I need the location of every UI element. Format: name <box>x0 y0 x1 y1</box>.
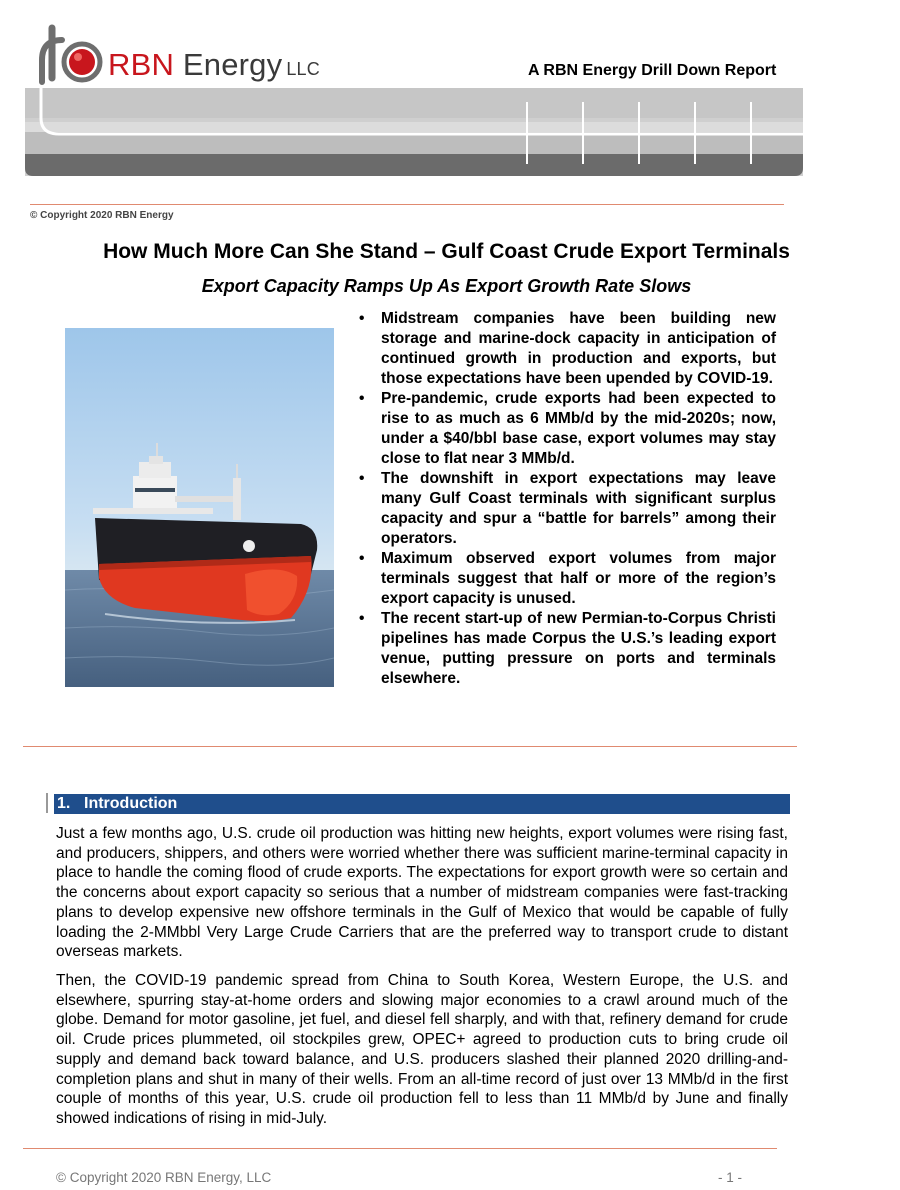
key-point: • Midstream companies have been building new storage and marine-dock capacity in anticipation of continued growth in production and exports, but those expectations have been upended by COVID-19. <box>358 309 776 389</box>
logo-brand: RBN <box>108 47 175 82</box>
footer-copyright: © Copyright 2020 RBN Energy, LLC <box>56 1170 272 1185</box>
report-label: A RBN Energy Drill Down Report <box>528 62 777 79</box>
section-number: 1. <box>57 795 71 812</box>
report-title: How Much More Can She Stand – Gulf Coast Crude Export Terminals <box>103 240 790 263</box>
key-point: • Maximum observed export volumes from major terminals suggest that half or more of the region’s export capacity is unused. <box>358 549 776 609</box>
key-points-list <box>358 309 776 689</box>
key-point: • Pre-pandemic, crude exports had been expected to rise to as much as 6 MMb/d by the mid-2020s; now, under a $40/bbl base case, export volumes may stay close to flat near 3 MMb/d. <box>358 389 776 469</box>
key-point: • The downshift in export expectations may leave many Gulf Coast terminals with significant surplus capacity and spur a “battle for barrels” among their operators. <box>358 469 776 549</box>
divider-footer <box>23 1148 777 1149</box>
section-heading-introduction <box>54 794 790 814</box>
page-number: - 1 - <box>718 1170 743 1185</box>
key-point: • The recent start-up of new Permian-to-Corpus Christi pipelines has made Corpus the U.S.’s leading export venue, putting pressure on ports and terminals elsewhere. <box>358 609 776 689</box>
rbn-logo-icon <box>38 24 104 86</box>
body-paragraph: Then, the COVID-19 pandemic spread from China to South Korea, Western Europe, the U.S. and elsewhere, spurring stay-at-home orders and slowing major economies to a crawl around much of the globe. Demand for motor gasoline, jet fuel, and diesel fell sharply, and with that, refinery demand for crude oil. Crude prices plummeted, oil stockpiles grew, OPEC+ agreed to production cuts to bring crude oil supply and demand back toward balance, and U.S. producers slashed their planned 2020 drilling-and-completion plans and shut in many of their wells. From an all-time record of just over 13 MMb/d in the first couple of months of this year, U.S. crude oil production fell to less than 11 MMb/d by June and finally showed indications of rising in mid-July. <box>56 972 788 1127</box>
divider-middle <box>23 746 797 747</box>
tanker-ship-image <box>65 328 334 687</box>
logo-suffix: LLC <box>286 59 320 79</box>
section-title: Introduction <box>84 795 178 812</box>
copyright-header: © Copyright 2020 RBN Energy <box>30 210 174 221</box>
section-change-bar <box>46 793 48 813</box>
header-banner <box>25 88 803 176</box>
divider-top <box>30 204 784 205</box>
company-logo-text <box>108 47 320 83</box>
logo-name: Energy <box>182 47 283 82</box>
body-paragraph: Just a few months ago, U.S. crude oil production was hitting new heights, export volumes were rising fast, and producers, shippers, and others were worried whether there was sufficient marine-terminal capacity in place to handle the coming flood of crude exports. The expectations for export growth were so certain and the concerns about export capacity so serious that a number of midstream companies were fast-tracking plans to develop expensive new offshore terminals in the Gulf of Mexico that would be capable of fully loading the 2-MMbbl Very Large Crude Carriers that are the preferred way to transport crude to distant overseas markets. <box>56 825 788 961</box>
report-subtitle: Export Capacity Ramps Up As Export Growth Rate Slows <box>201 276 692 296</box>
